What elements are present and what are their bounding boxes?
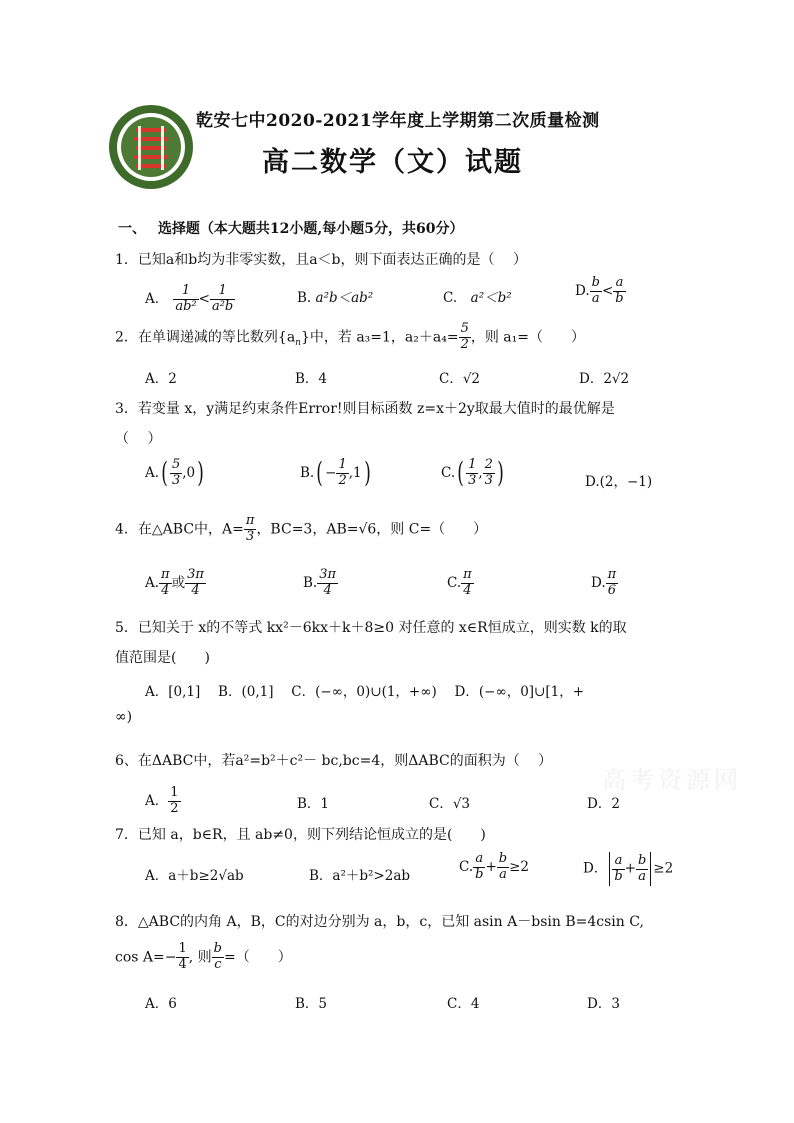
q4-option-d: D. $\frac{\pi}{6}$ xyxy=(591,567,617,598)
q7-option-b: B．a²＋b²>2ab xyxy=(309,868,411,884)
q1-option-b: B. a²b＜ab² xyxy=(297,290,374,306)
question-2-options xyxy=(145,367,665,387)
exam-title: 高二数学（文）试题 xyxy=(262,147,523,178)
question-6-options xyxy=(145,786,665,816)
question-1-options xyxy=(145,276,665,316)
watermark: 高考资源网 xyxy=(602,766,742,794)
q2-option-b: B．4 xyxy=(295,371,328,387)
q7-option-c: C. $\frac{a}{b}$ + $\frac{b}{a}$ ≥2 xyxy=(459,851,530,882)
question-5-options: A．[0,1] B．(0,1] C．(−∞，0)∪(1，+∞) D．(−∞，0]∪[1，+ xyxy=(145,684,585,700)
q3-option-c: C.( $\frac{1}{3}$ , $\frac{2}{3}$ ) xyxy=(441,456,504,490)
q6-option-a: A． $\frac{1}{2}$ xyxy=(145,785,179,816)
q3-option-a: A.( $\frac{5}{3}$ ,0) xyxy=(145,456,204,490)
school-seal-icon xyxy=(108,104,194,190)
question-1-stem: 1．已知a和b均为非零实数，且a＜b，则下面表达正确的是（ ） xyxy=(115,252,527,268)
q8-option-b: B．5 xyxy=(295,996,328,1012)
q3-option-d: D.(2，−1) xyxy=(585,474,653,490)
question-7-options xyxy=(145,852,685,894)
question-8-stem: 8．△ABC的内角 A，B，C的对边分别为 a，b，c，已知 asin A－bsin B=4csin C, xyxy=(115,914,644,930)
q2-option-d: D．2√2 xyxy=(579,371,630,387)
q2-option-a: A．2 xyxy=(145,371,177,387)
q8-option-c: C．4 xyxy=(447,996,480,1012)
q4-option-b: B. $\frac{3\pi}{4}$ xyxy=(303,567,337,598)
q8-option-a: A．6 xyxy=(145,996,177,1012)
question-5-stem-cont: 值范围是( ) xyxy=(115,650,210,666)
question-6-stem: 6、在ΔABC中，若a²=b²＋c²－ bc,bc=4，则ΔABC的面积为（ ） xyxy=(115,753,553,769)
q1-option-d: D. $\frac{b}{a}$ < $\frac{a}{b}$ xyxy=(575,275,624,306)
question-5-stem: 5．已知关于 x的不等式 kx²－6kx＋k＋8≥0 对任意的 x∈R恒成立，则实数 k的取 xyxy=(115,620,627,636)
q6-option-d: D．2 xyxy=(587,796,620,812)
question-8-stem-cont: cos A=− $\frac{1}{4}$ , 则 $\frac{b}{c}$ =（ ） xyxy=(115,941,292,972)
question-3-options xyxy=(145,458,675,500)
question-4-stem: 4．在△ABC中，A= $\frac{\pi}{3}$ ，BC=3，AB=√6，则 C=（ ） xyxy=(115,513,488,544)
question-2-stem: 2．在单调递减的等比数列$\{a_n\}$中，若 a₃=1，a₂＋a₄= $\frac{5}{2}$ ，则 a₁=（ ） xyxy=(115,321,585,352)
q2-option-c: C．√2 xyxy=(439,371,481,387)
q1-option-a: A. $\frac{1}{\text{ab²}}$ < $\frac{1}{\text{a²b}}$ xyxy=(145,283,234,314)
q6-option-b: B．1 xyxy=(297,796,330,812)
exam-header: 乾安七中2020-2021学年度上学期第二次质量检测 xyxy=(196,111,600,131)
q7-option-a: A．a＋b≥2√ab xyxy=(145,868,244,884)
question-8-options xyxy=(145,992,665,1012)
question-4-options xyxy=(145,568,665,608)
q6-option-c: C．√3 xyxy=(429,796,471,812)
q3-option-b: B.( − $\frac{1}{2}$ ,1) xyxy=(300,456,371,490)
q4-option-c: C. $\frac{\pi}{4}$ xyxy=(447,567,472,598)
q1-option-c: C. a²＜b² xyxy=(443,290,512,306)
section-heading: 一、 选择题（本大题共12小题,每小题5分，共60分） xyxy=(118,221,464,237)
q8-option-d: D．3 xyxy=(587,996,620,1012)
question-7-stem: 7．已知 a，b∈R，且 ab≠0，则下列结论恒成立的是( ) xyxy=(115,827,486,843)
question-3-stem-cont: （ ） xyxy=(115,431,162,447)
question-3-stem: 3．若变量 x，y满足约束条件Error!则目标函数 z=x＋2y取最大值时的最优解是 xyxy=(115,401,615,417)
q4-option-a: A. $\frac{\pi}{4}$ 或 $\frac{3\pi}{4}$ xyxy=(145,567,204,598)
q7-option-d: D． $\frac{a}{b}$ + $\frac{b}{a}$ ≥2 xyxy=(583,852,673,886)
question-5-options-cont: ∞) xyxy=(115,709,133,725)
